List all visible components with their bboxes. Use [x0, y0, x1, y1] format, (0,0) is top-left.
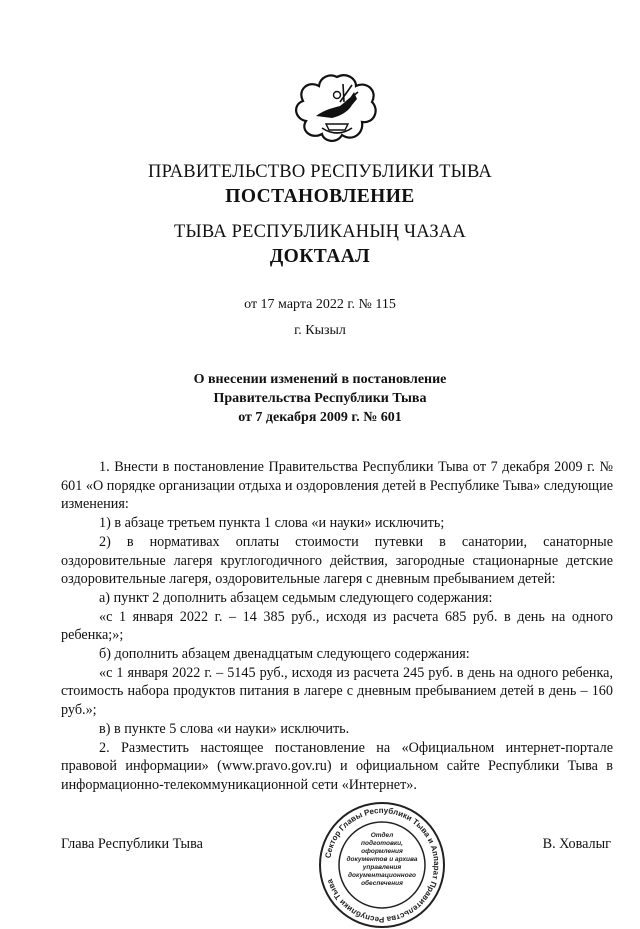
- subject-line: Правительства Республики Тыва: [213, 391, 427, 406]
- decree-city: г. Кызыл: [294, 323, 346, 338]
- decree-title-tuvan: ДОКТААЛ: [269, 246, 371, 267]
- coat-of-arms-emblem: [294, 72, 380, 148]
- government-title-tuvan: ТЫВА РЕСПУБЛИКАНЫҢ ЧАЗАА: [174, 222, 466, 242]
- body-paragraph: в) в пункте 5 слова «и науки» исключить.: [99, 720, 350, 737]
- decree-subject: [0, 370, 640, 427]
- stamp-center-line: подготовки,: [361, 840, 403, 847]
- body-paragraph: 1. Внести в постановление Правительства Республики Тыва от 7 декабря 2009 г. № 601 «О порядке организации отдыха и оздоровления детей в Республике Тыва» следующие изменения:: [61, 459, 613, 513]
- stamp-center-line: Отдел: [370, 832, 394, 839]
- stamp-center-line: оформления: [361, 848, 403, 855]
- body-paragraph: а) пункт 2 дополнить абзацем седьмым следующего содержания:: [99, 589, 493, 606]
- stamp-ring-text: Сектор Главы Республики Тыва и Аппарат Правительства Республики Тыва: [323, 805, 442, 925]
- stamp-center-line: управления: [362, 864, 402, 871]
- decree-body: [61, 458, 613, 795]
- body-paragraph: «с 1 января 2022 г. – 14 385 руб., исходя из расчета 685 руб. в день на одного ребенка;»;: [61, 608, 613, 644]
- body-paragraph: 1) в абзаце третьем пункта 1 слова «и науки» исключить;: [99, 515, 445, 532]
- stamp-center-line: документов и архива: [346, 856, 418, 863]
- signatory-name: В. Ховалыг: [542, 836, 611, 852]
- signatory-title: Глава Республики Тыва: [61, 836, 203, 852]
- stamp-center-line: обеспечения: [361, 880, 403, 887]
- body-paragraph: «с 1 января 2022 г. – 5145 руб., исходя из расчета 245 руб. в день на одного ребенка, стоимость набора продуктов питания в лагере с дневным пребыванием детей в день – 160 руб.»;: [61, 664, 613, 719]
- body-paragraph: 2. Разместить настоящее постановление на «Официальном интернет-портале правовой информации» (www.pravo.gov.ru) и официальном сайте Республики Тыва в информационно-телекоммуникационной сети «Интернет».: [61, 739, 613, 793]
- subject-line: от 7 декабря 2009 г. № 601: [238, 410, 402, 425]
- decree-date-number: от 17 марта 2022 г. № 115: [244, 297, 396, 312]
- official-stamp: [318, 801, 446, 929]
- body-paragraph: 2) в нормативах оплаты стоимости путевки в санатории, санаторные оздоровительные лагеря круглогодичного действия, загородные стационарные детские оздоровительные лагеря, оздоровительные лагеря с дневным пребыванием детей:: [61, 533, 613, 588]
- government-title: ПРАВИТЕЛЬСТВО РЕСПУБЛИКИ ТЫВА: [148, 162, 492, 182]
- subject-line: О внесении изменений в постановление: [193, 372, 447, 387]
- decree-title: ПОСТАНОВЛЕНИЕ: [225, 186, 415, 207]
- body-paragraph: б) дополнить абзацем двенадцатым следующего содержания:: [99, 646, 470, 663]
- stamp-center-line: документационного: [348, 872, 416, 879]
